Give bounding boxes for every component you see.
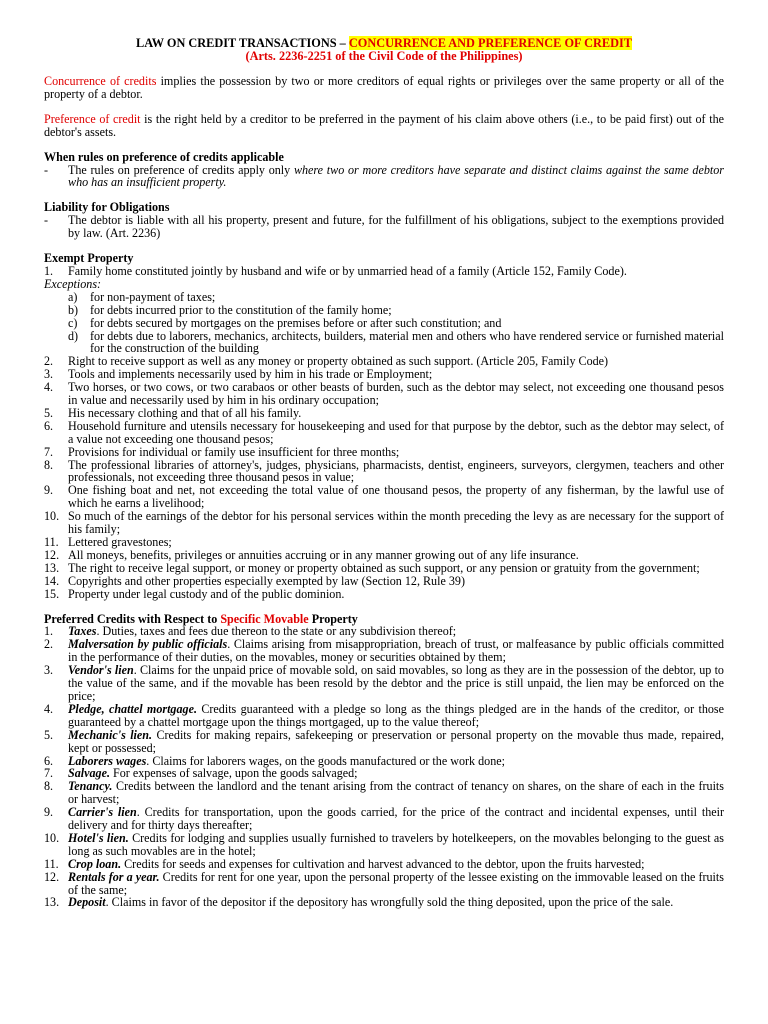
- list-item: [44, 510, 724, 536]
- item-number: 6.: [44, 418, 54, 433]
- item-text: Two horses, or two cows, or two carabaos or other beasts of burden, such as the debtor may select, not exceeding one thousand pesos in value and necessarily used by him in his ordinary occupation;: [68, 380, 724, 408]
- item-text: [68, 780, 724, 806]
- preferred-text: . Duties, taxes and fees due thereon to the state or any subdivision thereof;: [96, 624, 457, 639]
- preferred-item: [44, 896, 724, 909]
- liability-item: [44, 214, 724, 240]
- item-text: [68, 703, 724, 729]
- item-text: Lettered gravestones;: [68, 535, 172, 549]
- preferred-heading-a: Preferred Credits with Respect to: [44, 611, 221, 626]
- concurrence-definition: [44, 75, 724, 101]
- list-item: [68, 317, 724, 330]
- item-text: Copyrights and other properties especially exempted by law (Section 12, Rule 39): [68, 573, 465, 588]
- list-item: [68, 330, 724, 356]
- item-text: [68, 832, 724, 858]
- document-subtitle: (Arts. 2236-2251 of the Civil Code of the Philippines): [245, 49, 523, 63]
- item-text: for debts secured by mortgages on the premises before or after such constitution; and: [90, 315, 502, 330]
- item-number: 11.: [44, 535, 59, 549]
- item-number: 11.: [44, 856, 59, 871]
- preferred-item: [44, 871, 724, 897]
- item-number: 2.: [44, 354, 54, 369]
- preferred-text: Credits for rent for one year, upon the personal property of the lessee existing on the immovable leased on the fruits of the same;: [68, 869, 724, 897]
- item-number: c): [68, 315, 78, 330]
- item-text: Family home constituted jointly by husband and wife or by unmarried head of a family (Article 152, Family Code).: [68, 263, 627, 278]
- list-item: [44, 446, 724, 459]
- preferred-list: [44, 625, 724, 909]
- item-text: The professional libraries of attorney's, judges, physicians, pharmacists, dentist, engineers, surveyors, clergymen, teachers and other professionals, not exceeding three thousand pesos in value;: [68, 457, 724, 485]
- item-number: 1.: [44, 624, 54, 639]
- preferred-text: . Claims arising from misappropriation, breach of trust, or malfeasance by public officials committed in the performance of their duties, on the movables, money or securities obtained by them;: [68, 637, 724, 665]
- preference-text: is the right held by a creditor to be preferred in the payment of his claim above others (i.e., to be paid first) out of the debtor's assets.: [44, 111, 724, 139]
- preferred-term: Crop loan.: [68, 856, 122, 871]
- item-text: Right to receive support as well as any money or property obtained as such support. (Article 205, Family Code): [68, 354, 609, 369]
- exempt-heading: Exempt Property: [44, 251, 134, 266]
- item-number: 5.: [44, 405, 54, 420]
- item-number: 8.: [44, 779, 54, 794]
- exempt-items-list: [44, 355, 724, 600]
- item-text: [68, 806, 724, 832]
- concurrence-text: implies the possession by two or more creditors of equal rights or privileges over the same property or all of the property of a debtor.: [44, 74, 724, 101]
- item-text: His necessary clothing and that of all his family.: [68, 405, 302, 420]
- item-text: One fishing boat and net, not exceeding the total value of one thousand pesos, the property of any fisherman, by the lawful use of which he earns a livelihood;: [68, 483, 724, 511]
- list-item: [44, 459, 724, 485]
- item-number: 10.: [44, 830, 60, 845]
- list-item: [44, 575, 724, 588]
- item-number: 6.: [44, 753, 54, 768]
- item-number: 10.: [44, 509, 60, 524]
- list-item: [44, 420, 724, 446]
- preferred-text: Credits for lodging and supplies usually furnished to travelers by hotelkeepers, on the movables belonging to the guest as long as such movables are in the hotel;: [68, 830, 725, 858]
- concurrence-term: Concurrence of credits: [44, 74, 157, 88]
- preferred-item: [44, 638, 724, 664]
- list-item: [44, 549, 724, 562]
- item-text: Property under legal custody and of the public dominion.: [68, 586, 345, 601]
- preferred-heading-red: Specific Movable: [220, 611, 309, 626]
- list-item: [44, 484, 724, 510]
- list-item: [44, 265, 724, 278]
- item-number: a): [68, 289, 78, 304]
- item-text: [68, 896, 724, 909]
- preference-term: Preference of credit: [44, 111, 141, 126]
- preferred-term: Tenancy.: [68, 779, 113, 794]
- item-number: 7.: [44, 766, 54, 781]
- when-rules-text: The rules on preference of credits apply only: [68, 162, 294, 177]
- list-item: [44, 407, 724, 420]
- item-number: 12.: [44, 869, 60, 884]
- item-number: 15.: [44, 586, 60, 601]
- preferred-term: Malversation by public officials: [68, 637, 228, 652]
- item-number: 9.: [44, 805, 54, 820]
- list-item: [68, 291, 724, 304]
- preferred-item: [44, 703, 724, 729]
- dash-marker: -: [44, 162, 49, 177]
- preferred-text: Credits for making repairs, safekeeping or preservation or personal property on the movable thus made, repaired, kept or possessed;: [68, 727, 724, 755]
- preferred-term: Pledge, chattel mortgage.: [68, 701, 197, 716]
- preferred-term: Laborers wages: [68, 753, 147, 768]
- preferred-text: . Credits for transportation, upon the goods carried, for the price of the contract and incidental expenses, until their delivery and for thirty days thereafter;: [68, 805, 724, 833]
- preferred-term: Vendor's lien: [68, 663, 134, 678]
- item-text: So much of the earnings of the debtor for his personal services within the month preceding the levy as are necessary for the support of his family;: [68, 509, 724, 537]
- when-rules-item: [44, 164, 724, 190]
- item-number: 12.: [44, 547, 60, 562]
- preferred-text: . Claims for the unpaid price of movable sold, on said movables, so long as they are in the possession of the debtor, up to the value of the same, and if the movable has been resold by the debtor and the price is still unpaid, the lien may be enforced on the price;: [68, 663, 724, 703]
- when-rules-italic: where two or more creditors have separate and distinct claims against the same debtor who has an insufficient property.: [68, 162, 724, 190]
- preferred-term: Salvage.: [68, 766, 110, 781]
- item-number: 4.: [44, 380, 54, 395]
- item-text: for debts incurred prior to the constitution of the family home;: [90, 302, 392, 317]
- when-rules-heading: When rules on preference of credits applicable: [44, 149, 284, 164]
- preferred-term: Mechanic's lien.: [68, 727, 153, 742]
- preferred-text: . Claims for laborers wages, on the goods manufactured or the work done;: [146, 753, 505, 768]
- document-page: [44, 37, 724, 909]
- preferred-text: Credits between the landlord and the tenant arising from the contract of tenancy on shares, on the share of each in the fruits or harvest;: [68, 779, 724, 807]
- item-text: for debts due to laborers, mechanics, architects, builders, material men and others who have rendered service or furnished material for the construction of the building: [90, 328, 724, 356]
- item-number: 7.: [44, 444, 54, 459]
- list-item: [44, 562, 724, 575]
- item-number: b): [68, 302, 79, 317]
- item-number: 1.: [44, 263, 54, 278]
- list-item: [44, 381, 724, 407]
- preferred-item: [44, 729, 724, 755]
- item-text: [68, 638, 724, 664]
- exceptions-label: Exceptions:: [44, 276, 102, 291]
- item-number: 9.: [44, 483, 54, 498]
- preferred-item: [44, 780, 724, 806]
- preferred-term: Deposit: [68, 895, 106, 910]
- item-text: [68, 871, 724, 897]
- item-number: 5.: [44, 727, 54, 742]
- item-number: 2.: [44, 637, 54, 652]
- preferred-term: Rentals for a year.: [68, 869, 160, 884]
- preferred-text: Credits guaranteed with a pledge so long as the things pledged are in the hands of the creditor, or those guaranteed by a chattel mortgage upon the things mortgaged, up to the value thereof;: [68, 701, 724, 729]
- item-text: All moneys, benefits, privileges or annuities accruing or in any manner growing out of any life insurance.: [68, 547, 579, 562]
- exceptions-list: [44, 291, 724, 356]
- preferred-text: Credits for seeds and expenses for cultivation and harvest advanced to the debtor, upon the fruits harvested;: [121, 856, 645, 871]
- item-text: [68, 729, 724, 755]
- item-number: 4.: [44, 701, 54, 716]
- preferred-item: [44, 664, 724, 703]
- item-text: [68, 664, 724, 703]
- item-number: 3.: [44, 663, 54, 678]
- list-item: [44, 536, 724, 549]
- list-item: [68, 304, 724, 317]
- preferred-term: Hotel's lien.: [68, 830, 129, 845]
- dash-marker: -: [44, 213, 49, 228]
- title-highlight: CONCURRENCE AND PREFERENCE OF CREDIT: [348, 36, 632, 50]
- list-item: [44, 588, 724, 601]
- item-number: d): [68, 328, 79, 343]
- preferred-term: Carrier's lien: [68, 805, 137, 820]
- item-text: Household furniture and utensils necessary for housekeeping and used for that purpose by the debtor, such as the debtor may select, of a value not exceeding one thousand pesos;: [68, 418, 724, 446]
- item-number: 3.: [44, 367, 54, 382]
- item-text: Provisions for individual or family use insufficient for three months;: [68, 444, 400, 459]
- exempt-list: [44, 265, 724, 278]
- preferred-text: . Claims in favor of the depositor if the depository has wrongfully sold the thing deposited, upon the price of the sale.: [105, 895, 674, 910]
- item-text: Tools and implements necessarily used by him in his trade or Employment;: [68, 367, 433, 382]
- item-number: 13.: [44, 895, 60, 910]
- item-number: 13.: [44, 560, 60, 575]
- item-text: for non-payment of taxes;: [90, 289, 216, 304]
- preferred-heading-b: Property: [308, 611, 358, 626]
- preference-definition: [44, 113, 724, 139]
- title-prefix: LAW ON CREDIT TRANSACTIONS –: [136, 36, 349, 50]
- item-text: The right to receive legal support, or money or property obtained as such support, or any pension or gratuity from the government;: [68, 560, 700, 575]
- item-number: 8.: [44, 457, 54, 472]
- liability-heading: Liability for Obligations: [44, 200, 170, 215]
- liability-text: The debtor is liable with all his property, present and future, for the fulfillment of his obligations, subject to the exemptions provided by law. (Art. 2236): [68, 213, 724, 241]
- preferred-term: Taxes: [68, 624, 97, 639]
- preferred-text: For expenses of salvage, upon the goods salvaged;: [110, 766, 358, 781]
- item-number: 14.: [44, 573, 60, 588]
- preferred-item: [44, 832, 724, 858]
- preferred-item: [44, 806, 724, 832]
